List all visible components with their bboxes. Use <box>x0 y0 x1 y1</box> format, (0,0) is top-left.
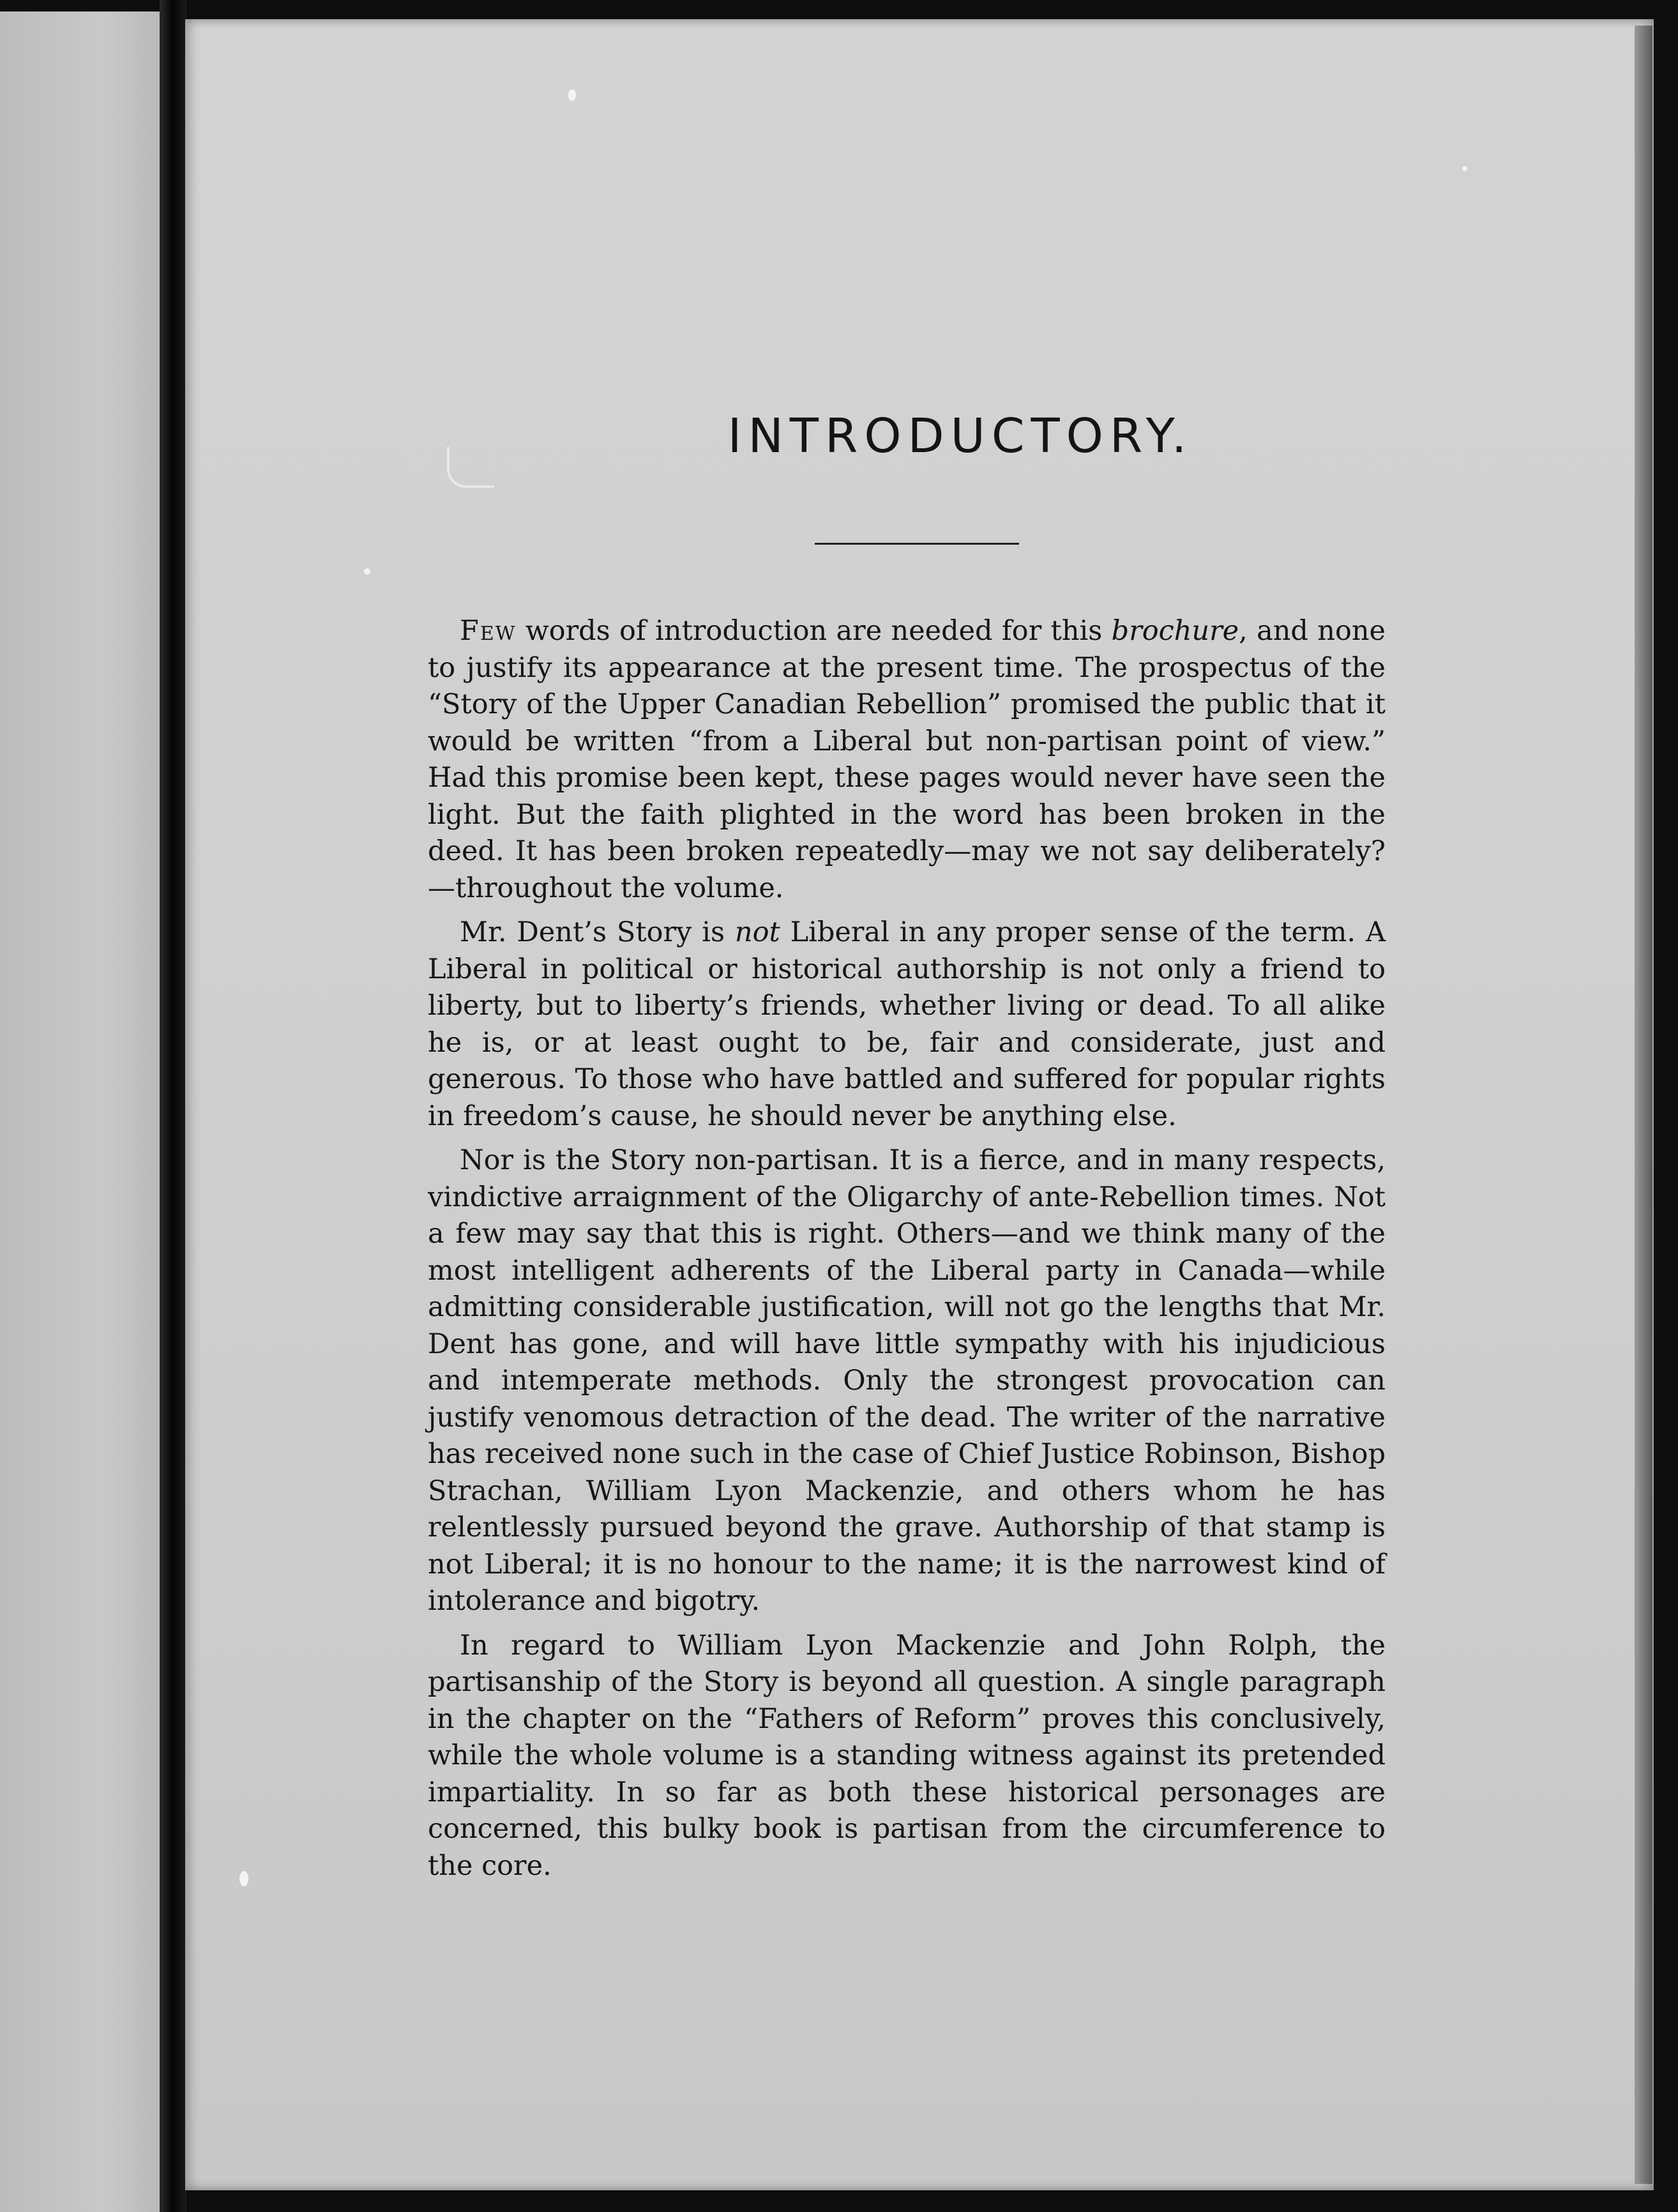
paragraph <box>428 613 1386 907</box>
paragraph-text: Liberal in any proper sense of the term. A Liberal in political or historical authorship is not only a friend to liberty, but to liberty’s friends, whether living or dead. To all alike he is, or at least ought to be, fair and considerate, just and generous. To those who have battled and suffered for popular rights in freedom’s cause, he should never be anything else. <box>428 916 1386 1132</box>
paragraph <box>428 1142 1386 1620</box>
emphasis-text: not <box>734 916 780 948</box>
paragraph <box>428 1628 1386 1885</box>
paragraph-text: , and none to justify its appearance at the present time. The prospectus of the “Story of the Upper Canadian Rebellion” promised the public that it would be written “from a Liberal but non-partisan point of view.” Had this promise been kept, these pages would never have seen the light. But the faith plighted in the word has been broken in the deed. It has been broken repeatedly—may we not say deliberately?—throughout the volume. <box>428 615 1386 904</box>
paragraph-text: Mr. Dent’s Story is <box>460 916 735 948</box>
paragraph-text: words of introduction are needed for this <box>516 615 1112 647</box>
book-spine <box>160 0 186 2212</box>
paragraph <box>428 914 1386 1135</box>
paper-speck <box>364 568 370 575</box>
page-title: INTRODUCTORY. <box>727 409 1193 464</box>
facing-page-edge <box>0 11 174 2212</box>
paper-speck <box>1462 166 1467 171</box>
paragraph-text: Nor is the Story non-partisan. It is a fierce, and in many respects, vindictive arraignment of the Oligarchy of ante-Rebellion times. Not a few may say that this is right. Others—and we think many of the most intelligent adherents of the Liberal party in Canada—while admitting considerable justification, will not go the lengths that Mr. Dent has gone, and will have little sympathy with his injudicious and intemperate methods. Only the strongest provocation can justify venomous detraction of the dead. The writer of the narrative has received none such in the case of Chief Justice Robinson, Bishop Strachan, William Lyon Mackenzie, and others whom he has relentlessly pursued beyond the grave. Authorship of that stamp is not Liberal; it is no honour to the name; it is the narrowest kind of intolerance and bigotry. <box>428 1144 1386 1617</box>
paragraph-lead: Few <box>460 615 517 647</box>
paragraph-text: In regard to William Lyon Mackenzie and John Rolph, the partisanship of the Story is beyond all question. A single paragraph in the chapter on the “Fathers of Reform” proves this conclusively, while the whole volume is a standing witness against its pretended impartiality. In so far as both these historical personages are concerned, this bulky book is partisan from the circumference to the core. <box>428 1629 1386 1882</box>
body-text <box>428 613 1386 1892</box>
paper-speck <box>239 1871 248 1886</box>
paper-speck <box>568 89 576 101</box>
emphasis-text: brochure <box>1111 615 1239 647</box>
page-right-edge <box>1635 26 1652 2184</box>
title-rule <box>815 543 1019 545</box>
